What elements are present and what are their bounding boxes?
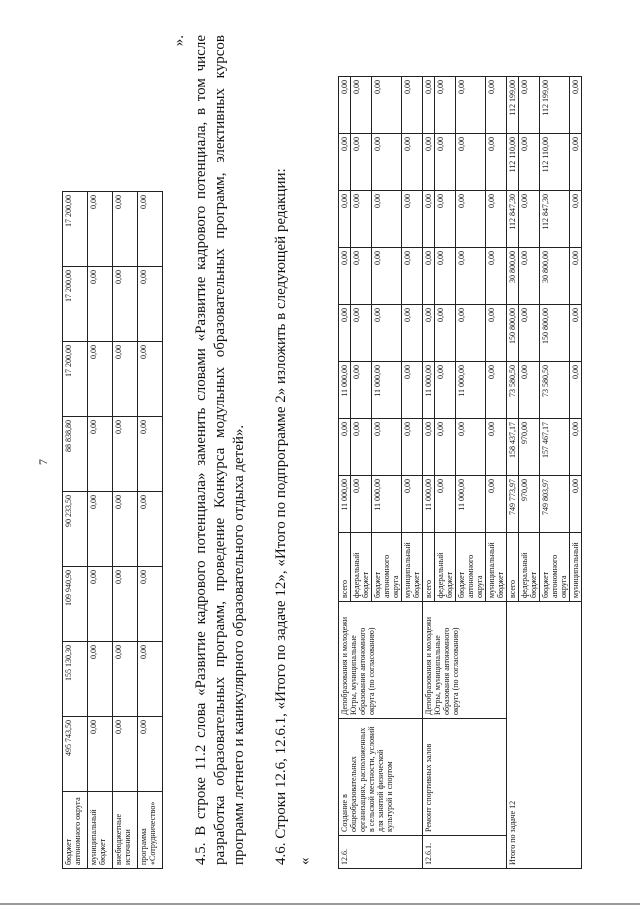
value-cell: 0,00 <box>88 567 113 642</box>
value-cell: 157 467,17 <box>540 419 570 476</box>
value-cell: 0,00 <box>138 267 163 342</box>
value-cell: 0,00 <box>113 192 138 267</box>
row-name: Итого по задаче 12 <box>507 602 582 869</box>
funding-source: федеральный бюджет <box>351 533 372 602</box>
value-cell: 17 200,00 <box>63 192 88 267</box>
value-cell: 11 000,00 <box>372 362 402 419</box>
funding-source: муниципальный <box>570 533 582 602</box>
value-cell: 0,00 <box>138 567 163 642</box>
value-cell: 11 000,00 <box>339 362 351 419</box>
row-name: Создание в общеобразовательных организациях, расположенных в сельской местности, условий для занятий физической культурой и спортом <box>339 719 423 836</box>
value-cell: 0,00 <box>519 77 540 134</box>
value-cell: 0,00 <box>456 134 486 191</box>
value-cell: 112 110,00 <box>507 134 519 191</box>
value-cell: 0,00 <box>456 419 486 476</box>
value-cell: 0,00 <box>435 305 456 362</box>
value-cell: 0,00 <box>423 419 435 476</box>
value-cell: 0,00 <box>570 362 582 419</box>
value-cell: 0,00 <box>570 134 582 191</box>
value-cell: 30 800,00 <box>507 248 519 305</box>
value-cell: 112 847,30 <box>507 191 519 248</box>
value-cell: 17 200,00 <box>63 342 88 417</box>
value-cell: 0,00 <box>138 642 163 717</box>
row-number: 12.6. <box>339 836 423 869</box>
funding-source: муниципальный бюджет <box>402 533 423 602</box>
value-cell: 11 000,00 <box>423 476 435 533</box>
value-cell: 0,00 <box>519 191 540 248</box>
value-cell: 0,00 <box>456 248 486 305</box>
value-cell: 11 000,00 <box>423 362 435 419</box>
value-cell: 0,00 <box>88 642 113 717</box>
funding-source: федеральный бюджет <box>435 533 456 602</box>
table-row <box>138 192 163 869</box>
value-cell: 73 580,50 <box>540 362 570 419</box>
value-cell: 0,00 <box>435 77 456 134</box>
value-cell: 0,00 <box>402 419 423 476</box>
value-cell: 0,00 <box>519 305 540 362</box>
value-cell: 0,00 <box>570 248 582 305</box>
table-row <box>63 192 88 869</box>
value-cell: 0,00 <box>435 419 456 476</box>
value-cell: 0,00 <box>486 476 507 533</box>
value-cell: 158 437,17 <box>507 419 519 476</box>
value-cell: 0,00 <box>372 419 402 476</box>
value-cell: 0,00 <box>138 492 163 567</box>
value-cell: 0,00 <box>519 362 540 419</box>
row-executor: Депобразования и молодежи Югры, муниципальные образования автономного округа (по согласованию) <box>423 602 507 719</box>
value-cell: 495 743,50 <box>63 717 88 792</box>
row-executor: Депобразования и молодежи Югры, муниципальные образования автономного округа (по согласованию) <box>339 602 423 719</box>
table-row <box>88 192 113 869</box>
value-cell: 0,00 <box>351 248 372 305</box>
value-cell: 0,00 <box>113 717 138 792</box>
value-cell: 155 130,30 <box>63 642 88 717</box>
value-cell: 0,00 <box>402 77 423 134</box>
opening-quote: « <box>297 857 313 865</box>
value-cell: 0,00 <box>570 77 582 134</box>
page-number: 7 <box>36 459 50 465</box>
value-cell: 0,00 <box>435 362 456 419</box>
value-cell: 0,00 <box>570 476 582 533</box>
closing-quote: ». <box>171 35 187 47</box>
value-cell: 30 800,00 <box>540 248 570 305</box>
value-cell: 0,00 <box>113 342 138 417</box>
value-cell: 0,00 <box>138 417 163 492</box>
value-cell: 11 000,00 <box>372 476 402 533</box>
value-cell: 0,00 <box>402 305 423 362</box>
value-cell: 112 199,00 <box>540 77 570 134</box>
value-cell: 109 940,90 <box>63 567 88 642</box>
row-label: внебюджетные источники <box>113 792 138 869</box>
funding-source: бюджет автономного округа <box>372 533 402 602</box>
value-cell: 0,00 <box>351 305 372 362</box>
funding-source: муниципальный бюджет <box>486 533 507 602</box>
value-cell: 0,00 <box>486 362 507 419</box>
value-cell: 0,00 <box>351 419 372 476</box>
table-row <box>113 192 138 869</box>
row-label: муниципальный бюджет <box>88 792 113 869</box>
value-cell: 0,00 <box>339 248 351 305</box>
value-cell: 0,00 <box>486 248 507 305</box>
value-cell: 0,00 <box>486 419 507 476</box>
value-cell: 0,00 <box>423 248 435 305</box>
paragraph-4-5: 4.5. В строке 11.2 слова «Развитие кадрового потенциала» заменить словами «Развитие кадрового потенциала, в том числе разработка образовательных программ, проведение Конкурса модульных образовательных программ, элективных курсов программ летнего и каникулярного образовательного отдыха детей». <box>193 35 247 865</box>
value-cell: 0,00 <box>372 191 402 248</box>
value-cell: 0,00 <box>423 134 435 191</box>
value-cell: 749 773,97 <box>507 476 519 533</box>
value-cell: 112 110,00 <box>540 134 570 191</box>
value-cell: 0,00 <box>88 192 113 267</box>
value-cell: 0,00 <box>486 191 507 248</box>
funding-source: бюджет автономного округа <box>456 533 486 602</box>
value-cell: 0,00 <box>351 476 372 533</box>
value-cell: 0,00 <box>339 191 351 248</box>
value-cell: 0,00 <box>339 419 351 476</box>
value-cell: 150 800,00 <box>540 305 570 362</box>
value-cell: 0,00 <box>570 419 582 476</box>
table-row <box>507 77 519 869</box>
value-cell: 0,00 <box>402 134 423 191</box>
value-cell: 0,00 <box>423 191 435 248</box>
value-cell: 0,00 <box>113 267 138 342</box>
value-cell: 150 800,00 <box>507 305 519 362</box>
value-cell: 0,00 <box>88 342 113 417</box>
value-cell: 0,00 <box>113 417 138 492</box>
value-cell: 0,00 <box>351 362 372 419</box>
value-cell: 0,00 <box>435 248 456 305</box>
row-number: 12.6.1. <box>423 836 507 869</box>
value-cell: 0,00 <box>88 492 113 567</box>
value-cell: 0,00 <box>88 267 113 342</box>
value-cell: 0,00 <box>486 134 507 191</box>
value-cell: 0,00 <box>138 192 163 267</box>
value-cell: 112 199,00 <box>507 77 519 134</box>
value-cell: 0,00 <box>138 342 163 417</box>
table-row <box>339 77 351 869</box>
value-cell: 11 000,00 <box>456 476 486 533</box>
value-cell: 17 200,00 <box>63 267 88 342</box>
value-cell: 0,00 <box>423 305 435 362</box>
value-cell: 0,00 <box>402 476 423 533</box>
value-cell: 0,00 <box>402 248 423 305</box>
top-funding-table <box>62 191 163 869</box>
value-cell: 0,00 <box>456 305 486 362</box>
value-cell: 0,00 <box>351 77 372 134</box>
task12-table <box>338 76 582 869</box>
value-cell: 0,00 <box>339 305 351 362</box>
value-cell: 749 803,97 <box>540 476 570 533</box>
value-cell: 0,00 <box>486 305 507 362</box>
value-cell: 0,00 <box>372 77 402 134</box>
row-label: бюджет автономного округа <box>63 792 88 869</box>
row-name: Ремонт спортивных залов <box>423 719 507 836</box>
value-cell: 0,00 <box>339 134 351 191</box>
value-cell: 11 000,00 <box>339 476 351 533</box>
value-cell: 0,00 <box>88 417 113 492</box>
value-cell: 0,00 <box>435 476 456 533</box>
value-cell: 0,00 <box>351 191 372 248</box>
value-cell: 0,00 <box>113 492 138 567</box>
value-cell: 0,00 <box>372 134 402 191</box>
value-cell: 0,00 <box>435 191 456 248</box>
value-cell: 73 580,50 <box>507 362 519 419</box>
value-cell: 0,00 <box>113 642 138 717</box>
value-cell: 0,00 <box>423 77 435 134</box>
row-label: программа «Сотрудничество» <box>138 792 163 869</box>
value-cell: 90 233,50 <box>63 492 88 567</box>
value-cell: 0,00 <box>372 248 402 305</box>
funding-source: федеральный бюджет <box>519 533 540 602</box>
value-cell: 0,00 <box>456 191 486 248</box>
value-cell: 0,00 <box>351 134 372 191</box>
value-cell: 0,00 <box>435 134 456 191</box>
value-cell: 970,00 <box>519 476 540 533</box>
value-cell: 0,00 <box>570 305 582 362</box>
paragraph-4-6: 4.6. Строки 12.6, 12.6.1, «Итого по задаче 12», «Итого по подпрограмме 2» изложить в следующей редакции: <box>273 168 289 865</box>
value-cell: 0,00 <box>519 134 540 191</box>
value-cell: 88 838,80 <box>63 417 88 492</box>
value-cell: 0,00 <box>402 362 423 419</box>
funding-source: всего <box>339 533 351 602</box>
funding-source: всего <box>507 533 519 602</box>
value-cell: 0,00 <box>372 305 402 362</box>
value-cell: 970,00 <box>519 419 540 476</box>
value-cell: 112 847,30 <box>540 191 570 248</box>
table-row <box>423 77 435 869</box>
funding-source: бюджет автономного округа <box>540 533 570 602</box>
value-cell: 0,00 <box>519 248 540 305</box>
funding-source: всего <box>423 533 435 602</box>
value-cell: 0,00 <box>138 717 163 792</box>
value-cell: 0,00 <box>88 717 113 792</box>
value-cell: 0,00 <box>402 191 423 248</box>
value-cell: 0,00 <box>339 77 351 134</box>
value-cell: 11 000,00 <box>456 362 486 419</box>
value-cell: 0,00 <box>456 77 486 134</box>
value-cell: 0,00 <box>486 77 507 134</box>
value-cell: 0,00 <box>113 567 138 642</box>
value-cell: 0,00 <box>570 191 582 248</box>
